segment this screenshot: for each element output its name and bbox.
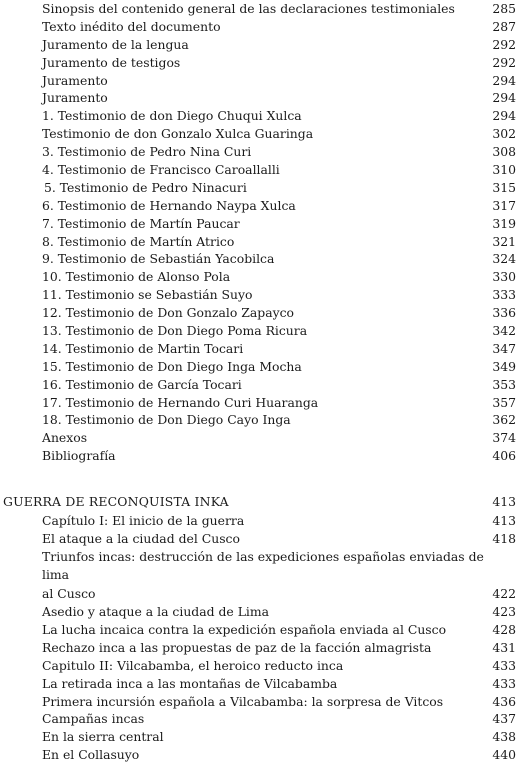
toc-entry-label: 16. Testimonio de García Tocari — [42, 376, 242, 392]
toc-entry-label: 5. Testimonio de Pedro Ninacuri — [44, 179, 247, 195]
section-heading — [0, 492, 518, 512]
toc-entry-label: 6. Testimonio de Hernando Naypa Xulca — [42, 197, 296, 213]
toc-entry-page: 433 — [492, 675, 516, 691]
toc-entry-page: 438 — [492, 729, 516, 745]
toc-entry-page: 374 — [492, 430, 516, 446]
toc-entry-label: Testimonio de don Gonzalo Xulca Guaringa — [42, 126, 314, 142]
toc-entry-page: 319 — [492, 215, 516, 231]
toc-entry-page: 294 — [492, 108, 516, 124]
toc-entry-label: Juramento de la lengua — [42, 36, 189, 52]
toc-entry-label: Asedio y ataque a la ciudad de Lima — [42, 604, 270, 620]
toc-entry — [0, 340, 518, 358]
toc-entry — [0, 621, 518, 639]
toc-entry — [0, 603, 518, 621]
toc-entry — [0, 447, 518, 465]
toc-entry-label: Juramento — [42, 90, 108, 106]
toc-entry — [0, 394, 518, 412]
toc-entry-page: 310 — [492, 162, 516, 178]
toc-entry-page: 440 — [492, 747, 516, 763]
toc-entry-label: 4. Testimonio de Francisco Caroallalli — [42, 162, 280, 178]
toc-entry-label: 15. Testimonio de Don Diego Inga Mocha — [42, 358, 302, 374]
toc-entry-label: 8. Testimonio de Martín Atrico — [42, 233, 235, 249]
toc-entry — [0, 143, 518, 161]
toc-entry — [0, 304, 518, 322]
toc-entry — [0, 72, 518, 90]
toc-entry-page: 294 — [492, 90, 516, 106]
toc-entry-page: 347 — [492, 340, 516, 356]
toc-entry-label: 7. Testimonio de Martín Paucar — [42, 215, 240, 231]
toc-entry-page: 349 — [492, 358, 516, 374]
toc-entry-page: 353 — [492, 376, 516, 392]
toc-entry-page: 437 — [492, 711, 516, 727]
toc-entry-page: 333 — [492, 287, 516, 303]
toc-entry-wrapped — [0, 548, 518, 603]
toc-entry-page: 413 — [492, 513, 516, 529]
toc-entry — [0, 693, 518, 711]
toc-entry-page: 342 — [492, 323, 516, 339]
toc-entry-label: Texto inédito del documento — [42, 18, 221, 34]
toc-entry — [0, 376, 518, 394]
toc-entry-label: 12. Testimonio de Don Gonzalo Zapayco — [42, 305, 294, 321]
toc-entry-page: 292 — [492, 36, 516, 52]
toc-entry-page: 317 — [492, 197, 516, 213]
toc-entry-page: 428 — [492, 622, 516, 638]
toc-entry-page: 362 — [492, 412, 516, 428]
toc-entry-label: Juramento — [42, 72, 108, 88]
toc-entry-page: 422 — [492, 585, 516, 601]
toc-entry-label: Anexos — [42, 430, 88, 446]
toc-entry-label: 10. Testimonio de Alonso Pola — [42, 269, 231, 285]
toc-entry-label: La lucha incaica contra la expedición española enviada al Cusco — [42, 622, 447, 638]
toc-entry — [0, 675, 518, 693]
toc-entry — [0, 0, 518, 18]
toc-entry-page: 418 — [492, 531, 516, 547]
toc-entry-page: 292 — [492, 54, 516, 70]
toc-entry-page: 321 — [492, 233, 516, 249]
toc-entry-label-line1: Triunfos incas: destrucción de las expediciones españolas enviadas de lima — [42, 548, 484, 583]
toc-entry — [0, 197, 518, 215]
toc-entry-page: 287 — [492, 18, 516, 34]
toc-entry-label: Primera incursión española a Vilcabamba: la sorpresa de Vitcos — [42, 693, 444, 709]
toc-entry-page: 308 — [492, 144, 516, 160]
toc-entry — [0, 18, 518, 36]
toc-entry-label: 11. Testimonio se Sebastián Suyo — [42, 287, 253, 303]
toc-entry-label: El ataque a la ciudad del Cusco — [42, 531, 240, 547]
toc-entry — [0, 322, 518, 340]
toc-entry-label: 13. Testimonio de Don Diego Poma Ricura — [42, 323, 308, 339]
toc-entry — [0, 215, 518, 233]
toc-entry-label: Capítulo I: El inicio de la guerra — [42, 513, 245, 529]
section-heading-label: GUERRA DE RECONQUISTA INKA — [3, 494, 229, 510]
toc-entry-label: Bibliografía — [42, 448, 116, 464]
toc-entry — [0, 710, 518, 728]
toc-entry — [0, 36, 518, 54]
section-spacer — [0, 465, 518, 492]
toc-entry — [0, 268, 518, 286]
toc-entry-label: Rechazo inca a las propuestas de paz de la facción almagrista — [42, 639, 432, 655]
toc-entry-page: 357 — [492, 394, 516, 410]
toc-entry-page: 330 — [492, 269, 516, 285]
toc-entry — [0, 233, 518, 251]
toc-entry — [0, 250, 518, 268]
toc-entry — [0, 429, 518, 447]
toc-entry-label: 18. Testimonio de Don Diego Cayo Inga — [42, 412, 291, 428]
toc-entry-label-line2: al Cusco — [42, 585, 96, 601]
toc-entry-label: Sinopsis del contenido general de las declaraciones testimoniales — [42, 1, 455, 16]
toc-entry — [0, 411, 518, 429]
toc-entry — [0, 161, 518, 179]
toc-entry — [0, 639, 518, 657]
toc-entry — [0, 125, 518, 143]
toc-entry-page: 436 — [492, 693, 516, 709]
toc-entry-label: En la sierra central — [42, 729, 164, 745]
toc-entry — [0, 746, 518, 764]
toc-entry-label: 3. Testimonio de Pedro Nina Curi — [42, 144, 252, 160]
toc-entry-label: La retirada inca a las montañas de Vilcabamba — [42, 675, 338, 691]
toc-entry-label: En el Collasuyo — [42, 747, 140, 763]
toc-entry — [0, 89, 518, 107]
toc-entry-line2 — [0, 585, 518, 603]
toc-entry-label: 9. Testimonio de Sebastián Yacobilca — [42, 251, 275, 267]
toc-entry — [0, 107, 518, 125]
toc-entry-page: 302 — [492, 126, 516, 142]
toc-entry — [0, 179, 518, 197]
toc-entry-page: 336 — [492, 305, 516, 321]
toc-entry-label: Capitulo II: Vilcabamba, el heroico reducto inca — [42, 657, 344, 673]
toc-entry-page: 324 — [492, 251, 516, 267]
toc-entry — [0, 286, 518, 304]
toc-entry-label: 14. Testimonio de Martin Tocari — [42, 340, 244, 356]
toc-entry-page: 315 — [492, 179, 516, 195]
section-heading-page: 413 — [492, 494, 516, 510]
toc-entry-label: Campañas incas — [42, 711, 145, 727]
toc-entry-page: 423 — [492, 604, 516, 620]
toc-entry — [0, 657, 518, 675]
toc-entry — [0, 54, 518, 72]
toc-entry — [0, 728, 518, 746]
toc-entry-label: 17. Testimonio de Hernando Curi Huaranga — [42, 394, 319, 410]
toc-entry-page: 406 — [492, 448, 516, 464]
toc-entry-label: 1. Testimonio de don Diego Chuqui Xulca — [42, 108, 302, 124]
toc-entry — [0, 512, 518, 530]
toc-entry-page: 431 — [492, 639, 516, 655]
toc-entry — [0, 530, 518, 548]
toc-entry — [0, 358, 518, 376]
toc-entry-page: 433 — [492, 657, 516, 673]
toc-entry-label: Juramento de testigos — [42, 54, 181, 70]
toc-entry-page: 285 — [492, 1, 516, 16]
toc-entry-page: 294 — [492, 72, 516, 88]
